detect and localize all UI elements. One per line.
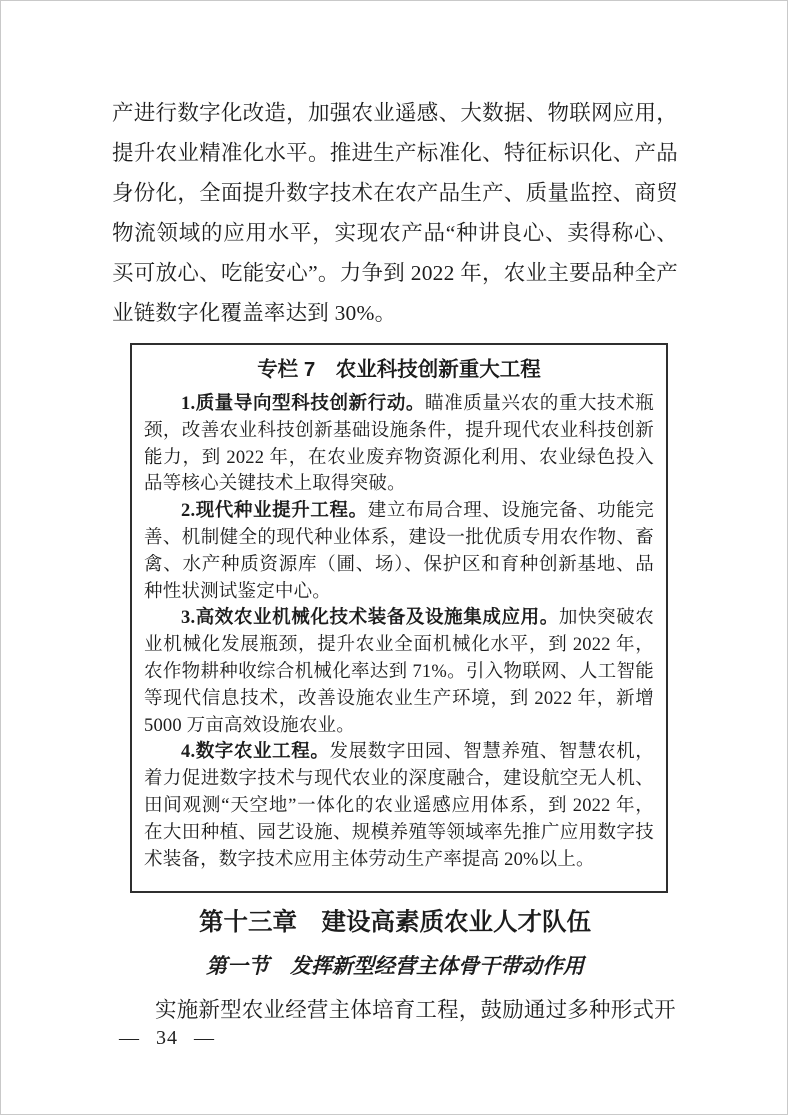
section-first-paragraph: 实施新型农业经营主体培育工程，鼓励通过多种形式开 bbox=[155, 998, 676, 1023]
intro-paragraph: 产进行数字化改造，加强农业遥感、大数据、物联网应用，提升农业精准化水平。推进生产标准化、特征标识化、产品身份化，全面提升数字技术在农产品生产、质量监控、商贸物流领域的应用水平，实现农产品“种讲良心、卖得称心、买可放心、吃能安心”。力争到 2022 年，农业主要品种全产业链数字化覆盖率达到 30%。 bbox=[112, 101, 678, 325]
callout-item-3-text: 加快突破农业机械化发展瓶颈，提升农业全面机械化水平，到 2022 年，农作物耕种收综合机械化率达到 71%。引入物联网、人工智能等现代信息技术，改善设施农业生产环境，到 2022 年，新增 5000 万亩高效设施农业。 bbox=[144, 608, 654, 736]
page-content bbox=[112, 93, 678, 1030]
callout-box-item-4 bbox=[144, 739, 654, 873]
page-number: — 34 — bbox=[119, 1027, 215, 1049]
callout-item-2-text: 建立布局合理、设施完备、功能完善、机制健全的现代种业体系，建设一批优质专用农作物、畜禽、水产种质资源库（圃、场）、保护区和育种创新基地、品种性状测试鉴定中心。 bbox=[144, 501, 654, 602]
callout-item-1-text: 瞄准质量兴农的重大技术瓶颈，改善农业科技创新基础设施条件，提升现代农业科技创新能力，到 2022 年，在农业废弃物资源化利用、农业绿色投入品等核心关键技术上取得突破。 bbox=[144, 394, 654, 495]
callout-item-3-lead: 3.高效农业机械化技术装备及设施集成应用。 bbox=[181, 608, 559, 629]
callout-item-2-lead: 2.现代种业提升工程。 bbox=[181, 501, 368, 522]
chapter-heading: 第十三章 建设高素质农业人才队伍 bbox=[199, 909, 591, 937]
callout-item-4-lead: 4.数字农业工程。 bbox=[181, 742, 330, 763]
callout-box-item-2 bbox=[144, 498, 654, 605]
callout-box bbox=[130, 343, 668, 893]
callout-box-item-1 bbox=[144, 391, 654, 498]
callout-box-title: 专栏 7 农业科技创新重大工程 bbox=[257, 358, 541, 381]
callout-box-item-3 bbox=[144, 605, 654, 739]
callout-item-1-lead: 1.质量导向型科技创新行动。 bbox=[181, 394, 426, 414]
section-heading: 第一节 发挥新型经营主体骨干带动作用 bbox=[206, 954, 584, 979]
callout-item-4-text: 发展数字田园、智慧养殖、智慧农机，着力促进数字技术与现代农业的深度融合，建设航空无人机、田间观测“天空地”一体化的农业遥感应用体系，到 2022 年，在大田种植、园艺设施、规模养殖等领域率先推广应用数字技术装备，数字技术应用主体劳动生产率提高 20%以上。 bbox=[144, 742, 654, 870]
